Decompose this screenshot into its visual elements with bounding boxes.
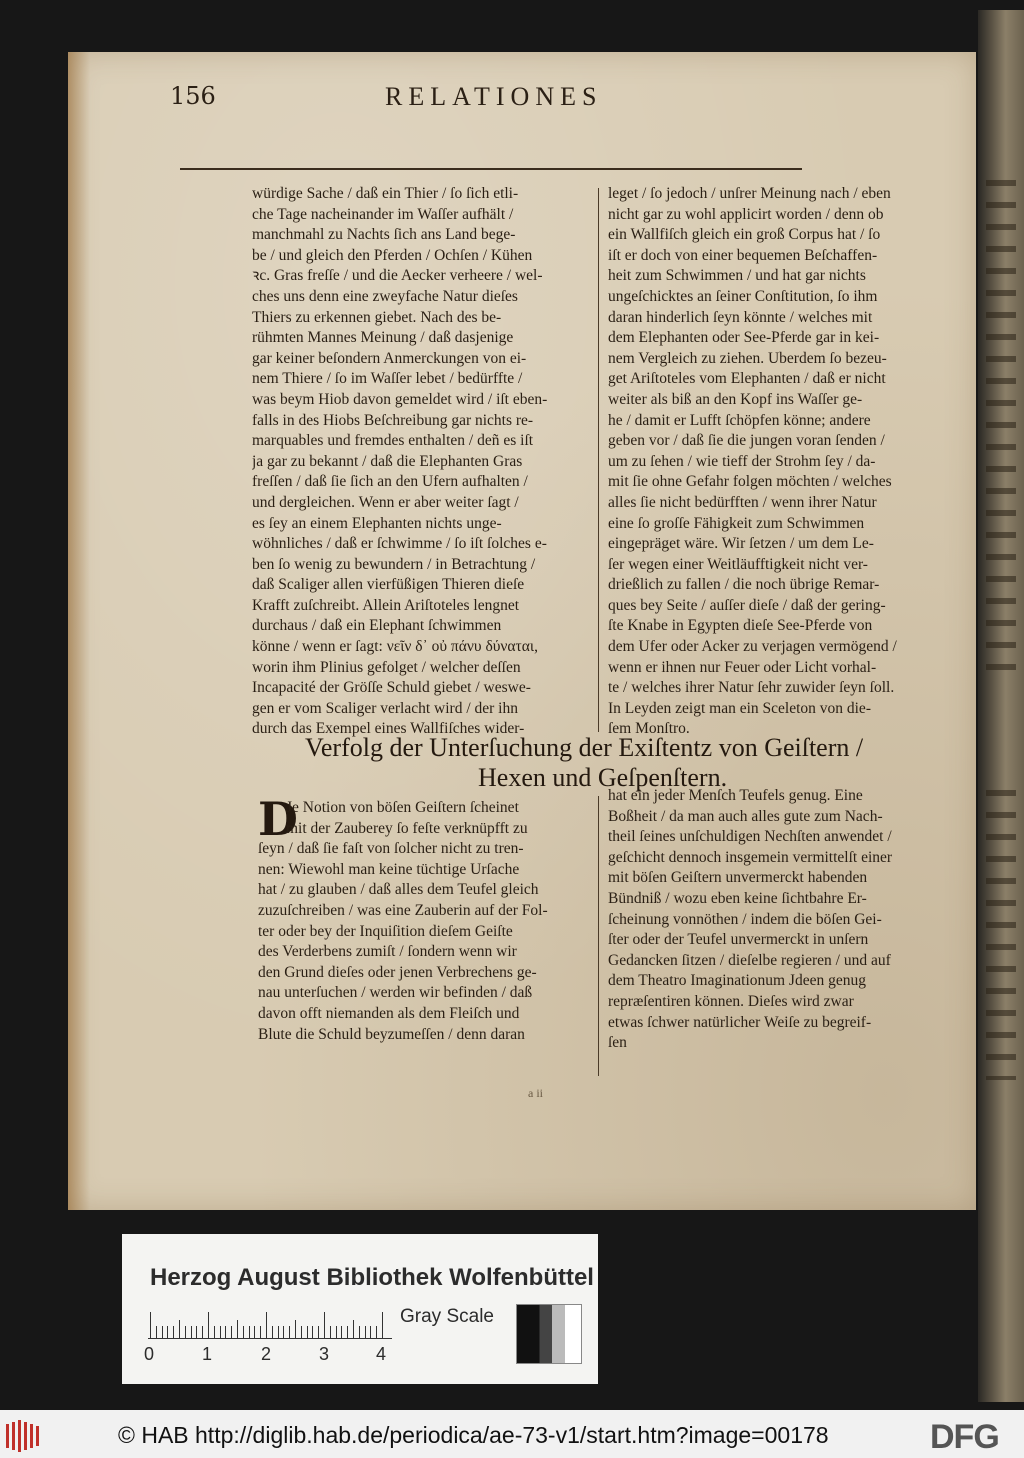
text-line: te / welches ihrer Natur ſehr zuwider ſeyn ſoll. [608, 679, 895, 697]
signature-mark: a ii [528, 1086, 543, 1100]
text-line: zuzuſchreiben / was eine Zauberin auf der Fol- [258, 901, 548, 919]
hab-logo-icon [6, 1420, 40, 1452]
text-line: daran hinderlich ſeyn könnte / welches mit [608, 308, 873, 326]
text-column-right [608, 184, 938, 740]
ruler-tick [278, 1326, 279, 1338]
text-line: hat ein jeder Menſch Teufels genug. Eine [608, 787, 863, 804]
page-edge-shadow [68, 52, 90, 1210]
text-line: manchmahl zu Nachts ſich ans Land bege- [252, 226, 516, 244]
ruler-tick [243, 1326, 244, 1338]
text-line: Je Notion von böſen Geiſtern ſcheinet [286, 799, 519, 816]
text-line: davon offt niemanden als dem Fleiſch und [258, 1004, 520, 1022]
ruler-tick [312, 1326, 313, 1338]
ruler-tick [260, 1326, 261, 1338]
text-line: ungeſchicktes an ſeiner Conſtitution, ſo ihm [608, 287, 878, 305]
text-line: daß Scaliger allen vierfüßigen Thieren dieſe [252, 576, 525, 594]
ruler-number-3: 3 [319, 1344, 330, 1364]
text-line: Krafft zuſchreibt. Allein Ariſtoteles lengnet [252, 596, 520, 614]
ruler-tick [208, 1312, 209, 1338]
text-line: den Grund dieſes oder jenen Verbrechens ge- [258, 963, 537, 981]
ruler-tick [330, 1326, 331, 1338]
dfg-logo: DFG [930, 1418, 999, 1456]
ruler-tick [185, 1326, 186, 1338]
section-heading-line1: Verfolg der Unterſuchung der Exiſtentz von Geiſtern / [305, 733, 864, 762]
text-line: worin ihm Plinius gefolget / welcher deſſen [252, 658, 521, 676]
text-line: gar keiner beſondern Anmerckungen von ei- [252, 349, 527, 367]
text-line: Bündniß / wozu eben keine ſichtbahre Er- [608, 889, 867, 907]
adjacent-page-glyphs-2 [986, 790, 1016, 1080]
ruler-tick [272, 1326, 273, 1338]
text-line: ſter oder der Teufel unvermerckt in unſern [608, 931, 869, 949]
ruler-tick [341, 1326, 342, 1338]
text-column-right-2 [608, 786, 938, 1054]
text-line: Thiers zu erkennen giebet. Nach des be- [252, 308, 502, 326]
ruler-tick [295, 1320, 296, 1338]
ruler-tick [150, 1312, 151, 1338]
text-line: dem Theatro Imaginationum Jdeen genug [608, 972, 866, 990]
ruler-number-4: 4 [376, 1344, 387, 1364]
adjacent-page-glyphs [986, 180, 1016, 680]
ruler-tick [191, 1326, 192, 1338]
ruler-tick [156, 1326, 157, 1338]
running-title: RELATIONES [385, 82, 603, 111]
text-line: be / und gleich den Pferden / Ochſen / Kühen [252, 246, 533, 264]
ruler-tick [359, 1326, 360, 1338]
text-line: etwas ſchwer natürlicher Weiſe zu begreif- [608, 1013, 872, 1031]
text-line: theil ſeines unſchuldigen Nechſten anwendet / [608, 828, 892, 846]
ruler-number-0: 0 [144, 1344, 155, 1364]
ruler-tick [382, 1312, 383, 1338]
text-line: repræſentiren können. Dieſes wird zwar [608, 992, 854, 1010]
text-line: um zu ſehen / wie tieff der Strohm ſey / da- [608, 452, 876, 470]
ruler-tick [162, 1326, 163, 1338]
text-line: durch das Exempel eines Wallfiſches wider- [252, 720, 525, 738]
ruler-tick [318, 1326, 319, 1338]
text-line: hat / zu glauben / daß alles dem Teufel gleich [258, 881, 539, 899]
text-line: Incapacité der Gröſſe Schuld giebet / weswe- [252, 679, 531, 697]
text-line: marquables und fremdes enthalten / deñ es iſt [252, 432, 534, 450]
text-line: Boßheit / da man auch alles gute zum Nach- [608, 807, 883, 825]
text-line: wenn er ihnen nur Feuer oder Licht vorhal- [608, 658, 877, 676]
text-line: che Tage nacheinander im Waſſer aufhält / [252, 205, 514, 223]
text-line: ein Wallfiſch gleich ein groß Corpus hat / ſo [608, 226, 881, 244]
text-line: geſchicht dennoch insgemein vermittelſt einer [608, 848, 893, 866]
text-line: he / damit er Lufft ſchöpfen könne; andere [608, 411, 871, 429]
ruler-tick [249, 1326, 250, 1338]
ruler-tick [214, 1326, 215, 1338]
text-line: get Ariſtoteles vom Elephanten / daß er nicht [608, 370, 886, 388]
ruler-tick [254, 1326, 255, 1338]
ruler-tick [167, 1326, 168, 1338]
text-line: falls in des Hiobs Beſchreibung gar nichts re- [252, 411, 534, 429]
library-name: Herzog August Bibliothek Wolfenbüttel [150, 1264, 594, 1291]
text-line: ches uns denn eine zweyfache Natur dieſes [252, 287, 518, 305]
ruler-tick [336, 1326, 337, 1338]
text-line: ſcheinung vonnöthen / indem die böſen Gei- [608, 910, 882, 928]
ruler-tick [266, 1312, 267, 1338]
text-line: ꝛc. Gras freſſe / und die Aecker verheere / wel- [252, 267, 543, 285]
gray-scale-swatch [516, 1304, 582, 1364]
text-line: was beym Hiob davon gemeldet wird / iſt eben- [252, 390, 548, 408]
page-number: 156 [170, 82, 216, 110]
source-link[interactable]: © HAB http://diglib.hab.de/periodica/ae-73-v1/start.htm?image=00178 [118, 1422, 829, 1448]
text-line: alles ſie nicht bedürfften / wenn ihrer Natur [608, 493, 877, 511]
text-line: nen: Wiewohl man keine tüchtige Urſache [258, 860, 520, 878]
ruler-tick [196, 1326, 197, 1338]
text-line: würdige Sache / daß ein Thier / ſo ſich etli- [252, 185, 519, 202]
text-line: nau unterſuchen / werden wir befinden / daß [258, 984, 533, 1002]
text-line: ſte Knabe in Egypten dieſe See-Pferde von [608, 617, 873, 635]
text-line: ſen [608, 1034, 627, 1052]
text-line: mit böſen Geiſtern unvermerckt habenden [608, 869, 868, 887]
ruler-tick [370, 1326, 371, 1338]
text-line: ques bey Seite / auſſer dieſe / daß der gering- [608, 596, 886, 614]
column-divider-2 [598, 796, 599, 1076]
text-line: weiter als biß an den Kopf ins Waſſer ge- [608, 390, 863, 408]
text-line: ſem Monſtro. [608, 720, 690, 738]
ruler-tick [202, 1326, 203, 1338]
text-line: leget / ſo jedoch / unſrer Meinung nach / eben [608, 185, 891, 202]
ruler-tick [237, 1320, 238, 1338]
text-line: es ſey an einem Elephanten nichts unge- [252, 514, 502, 532]
ruler-tick [347, 1326, 348, 1338]
ruler-tick [301, 1326, 302, 1338]
text-line: ja gar zu bekannt / daß die Elephanten Gras [252, 452, 523, 470]
ruler-tick [376, 1326, 377, 1338]
text-column-left-2 [258, 792, 590, 1045]
drop-capital: D [258, 792, 298, 846]
text-line: und dergleichen. Wenn er aber weiter ſagt / [252, 493, 519, 511]
ruler-tick [231, 1326, 232, 1338]
text-line: dem Ufer oder Acker zu verjagen vermögend / [608, 638, 897, 656]
text-column-left [252, 184, 590, 740]
text-line: drießlich zu fallen / die noch übrige Remar- [608, 576, 880, 594]
text-line: Gedancken ſitzen / dieſelbe regieren / und auf [608, 951, 891, 969]
column-divider [598, 188, 599, 732]
ruler-line [148, 1338, 392, 1339]
ruler-tick [289, 1326, 290, 1338]
ruler-tick [220, 1326, 221, 1338]
text-line: wöhnliches / daß er ſchwimme / ſo iſt ſolches e- [252, 535, 547, 553]
text-line: mit ſie ohne Gefahr folgen möchten / welches [608, 473, 892, 491]
ruler-tick [307, 1326, 308, 1338]
text-line: ſer wegen einer Weitläufftigkeit nicht ver- [608, 555, 868, 573]
text-line: gen er vom Scaliger verlacht wird / der ihn [252, 699, 518, 717]
text-line: freſſen / daß ſie ſich an den Ufern aufhalten / [252, 473, 528, 491]
text-line: ter oder bey der Inquiſition dieſem Geiſte [258, 922, 513, 940]
ruler-tick [173, 1326, 174, 1338]
ruler-tick [353, 1320, 354, 1338]
ruler-tick [283, 1326, 284, 1338]
text-line: durchaus / daß ein Elephant ſchwimmen [252, 617, 502, 635]
text-line: iſt er doch von einer bequemen Beſchaffen- [608, 246, 878, 264]
ruler-tick [365, 1326, 366, 1338]
text-line: In Leyden zeigt man ein Sceleton von die- [608, 699, 871, 717]
gray-scale-label: Gray Scale [400, 1306, 494, 1327]
text-line: nicht gar zu wohl applicirt worden / denn ob [608, 205, 884, 223]
text-line: dem Elephanten oder See-Pferde gar in kei- [608, 329, 880, 347]
text-line: ſeyn / daß ſie faſt von ſolcher nicht zu tren- [258, 840, 524, 858]
text-line: rühmten Mannes Meinung / daß dasjenige [252, 329, 514, 347]
text-line: nem Vergleich zu ziehen. Uberdem ſo bezeu- [608, 349, 887, 367]
text-line: eingepräget wäre. Wir ſetzen / um dem Le- [608, 535, 874, 553]
text-line: Blute die Schuld beyzumeſſen / denn daran [258, 1025, 525, 1043]
text-line: nem Thiere / ſo im Waſſer lebet / bedürffte / [252, 370, 523, 388]
ruler-tick [324, 1312, 325, 1338]
text-line: geben vor / daß ſie die jungen voran ſenden / [608, 432, 885, 450]
ruler-number-2: 2 [261, 1344, 272, 1364]
text-line: ben ſo wenig zu bewundern / in Betrachtung / [252, 555, 536, 573]
text-line: heit zum Schwimmen / und hat gar nichts [608, 267, 866, 285]
ruler-tick [179, 1320, 180, 1338]
ruler-tick [225, 1326, 226, 1338]
section-heading-line2: Hexen und Geſpenſtern. [478, 763, 728, 792]
text-line: des Verderbens zumiſt / ſondern wenn wir [258, 943, 517, 961]
text-line: mit der Zauberey ſo feſte verknüpfft zu [286, 819, 528, 837]
ruler-number-1: 1 [202, 1344, 213, 1364]
header-rule [180, 168, 802, 170]
text-line: eine ſo groſſe Fähigkeit zum Schwimmen [608, 514, 865, 532]
text-line: könne / wenn er ſagt: νεῖν δ᾽ οὐ πάνυ δύναται, [252, 638, 538, 656]
